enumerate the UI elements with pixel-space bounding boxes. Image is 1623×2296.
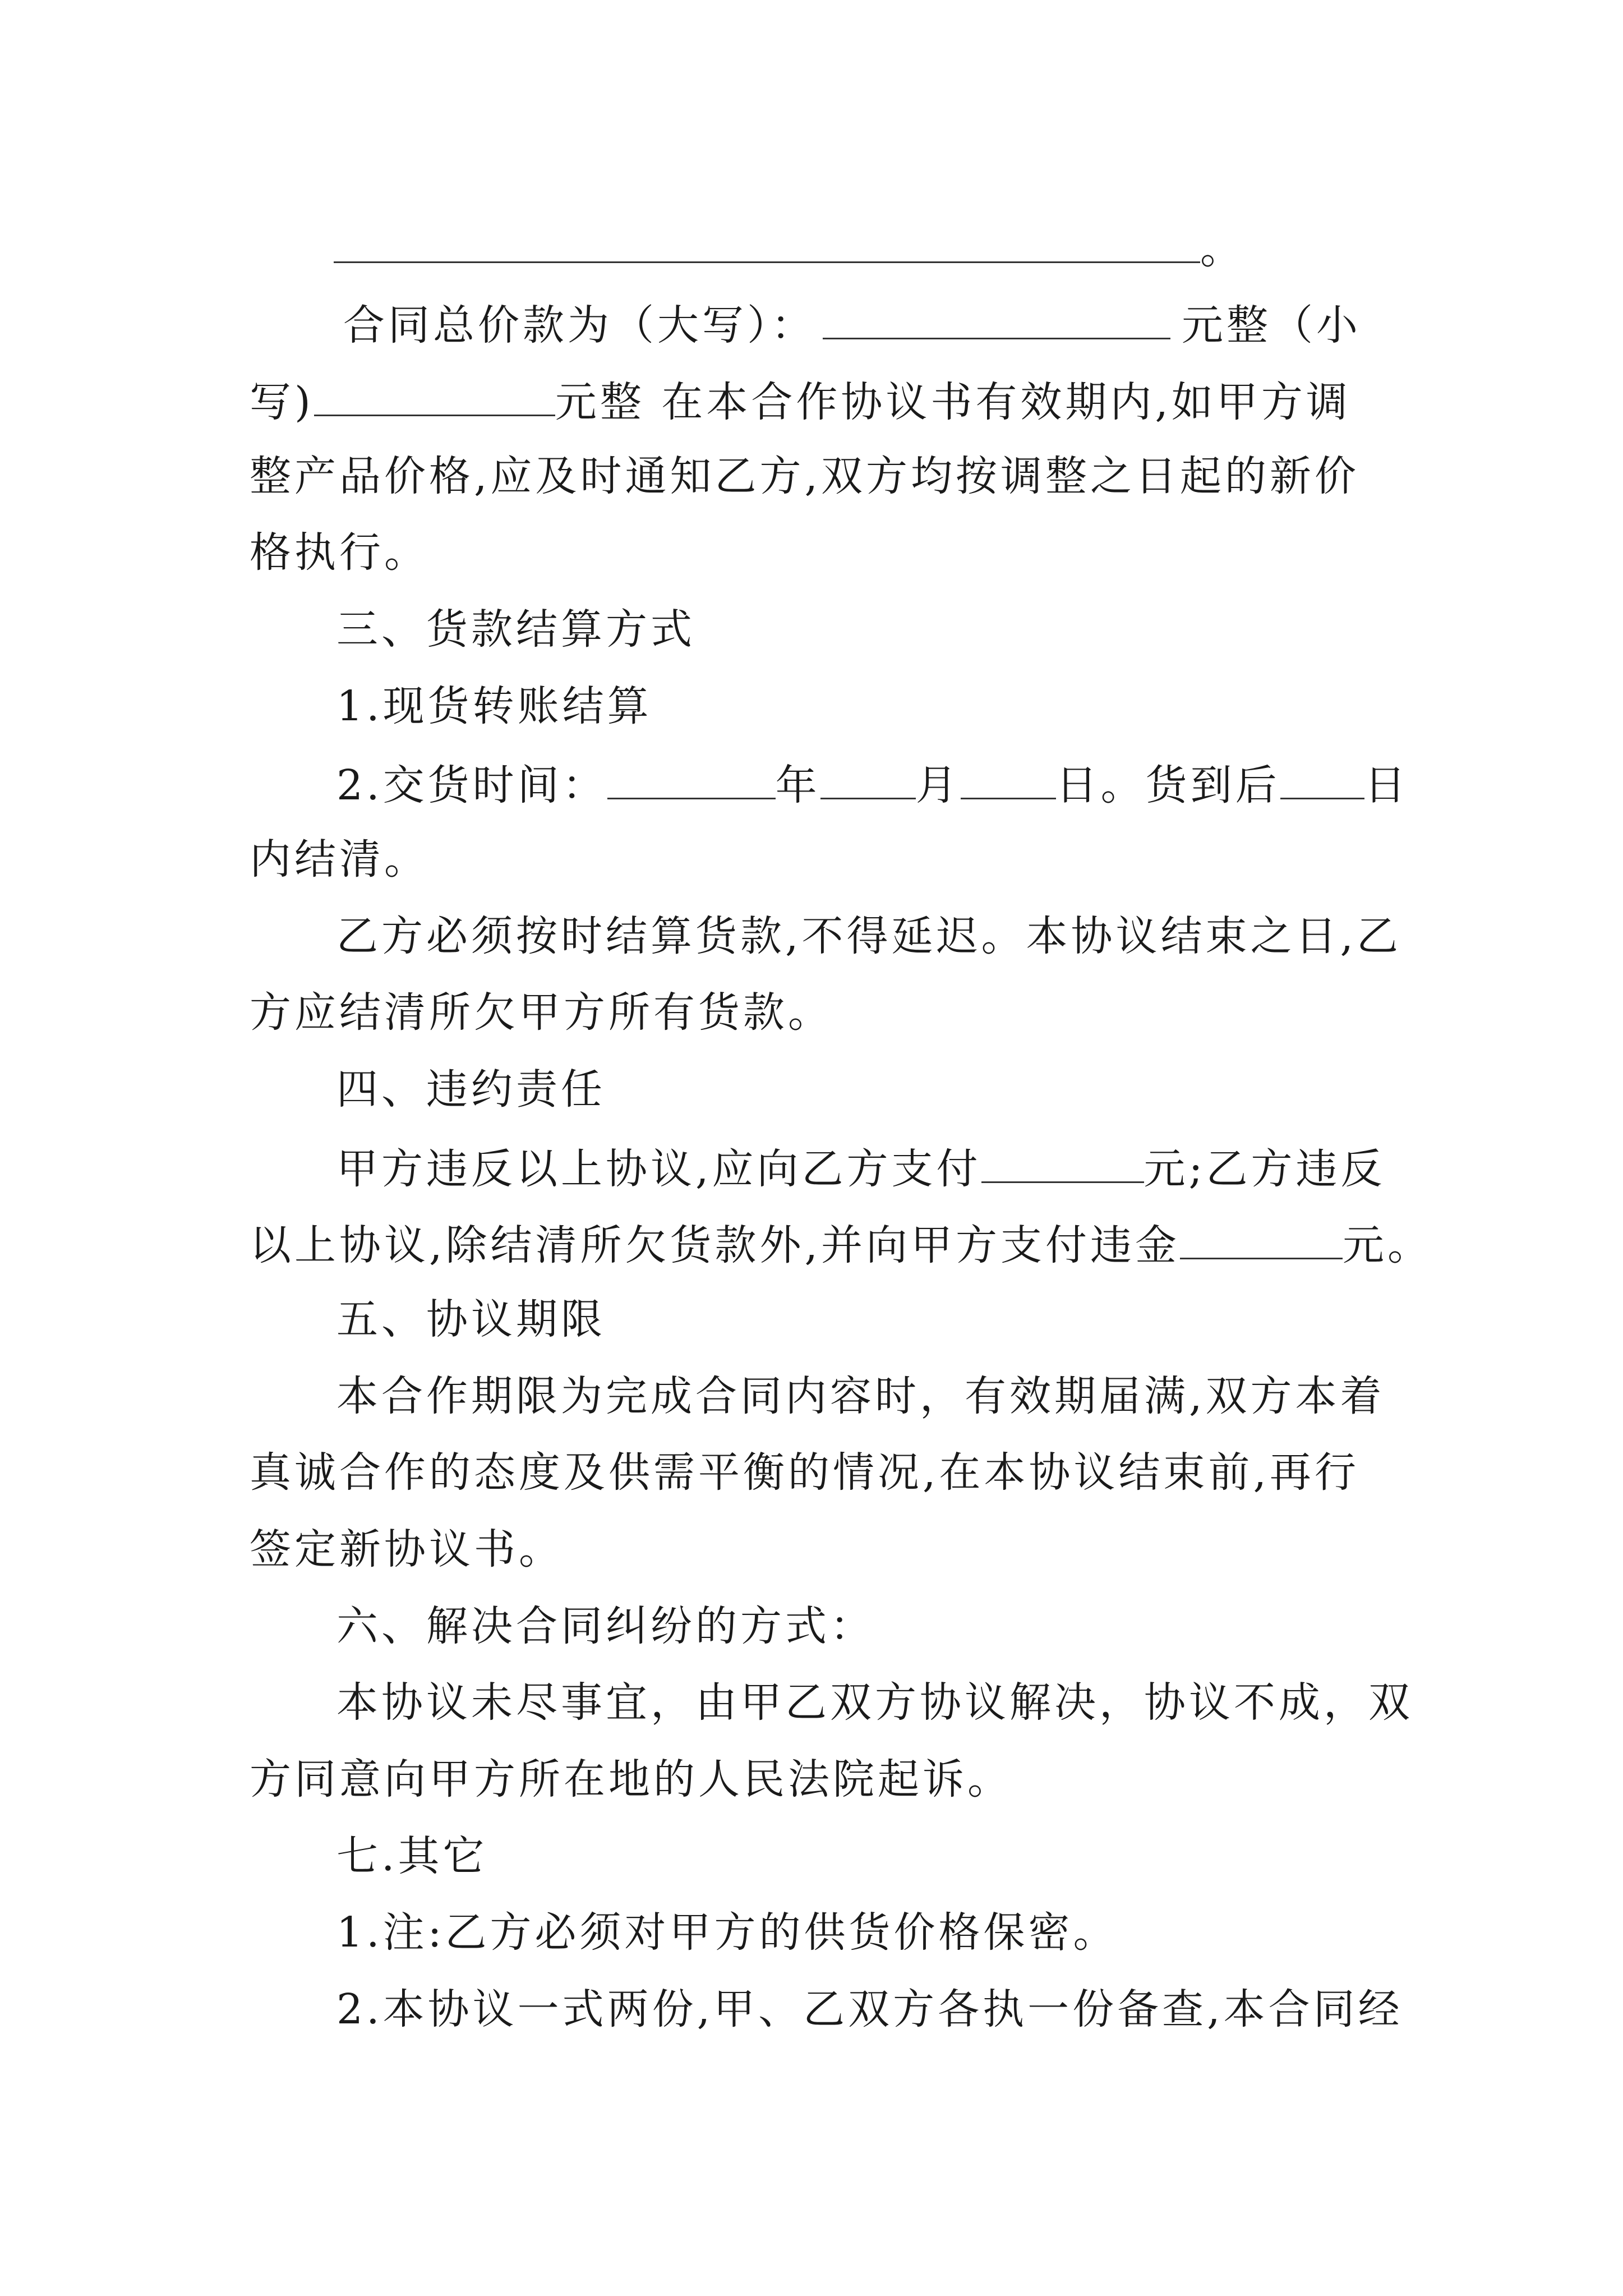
section-heading-term: 五、协议期限 (336, 1295, 606, 1343)
year-text: 年 (775, 761, 820, 809)
price-small-label: 写) (250, 378, 314, 426)
term-line-2: 真诚合作的态度及供需平衡的情况,在本协议结束前,再行 (250, 1448, 1360, 1497)
liability-text-c: 以上协议,除结清所欠货款外,并向甲方支付违金 (250, 1221, 1181, 1269)
fill-blank-day (961, 762, 1056, 799)
dispute-line-1: 本协议未尽事宜，由甲乙双方协议解决，协议不成，双 (336, 1678, 1413, 1727)
fill-blank (334, 226, 1200, 263)
payment-item-1: 1.现货转账结算 (336, 682, 652, 730)
liability-line-2 (250, 1221, 1433, 1269)
sentence-end: 。 (1200, 225, 1245, 273)
price-line-2 (250, 378, 1399, 426)
blank-line-row (334, 225, 1483, 273)
payment-para-line-1: 乙方必须按时结算货款,不得延迟。本协议结束之日,乙 (336, 912, 1402, 960)
section-heading-other: 七.其它 (336, 1832, 488, 1880)
price-label: 合同总价款为（大写）： (343, 301, 816, 349)
delivery-time-label: 2.交货时间： (336, 761, 607, 809)
term-line-1: 本合作期限为完成合同内容时，有效期届满,双方本着 (336, 1372, 1385, 1420)
liability-text-a: 甲方违反以上协议,应向乙方支付 (336, 1145, 981, 1193)
price-unit-text: 元整（小 (1182, 301, 1361, 349)
section-heading-payment: 三、货款结算方式 (336, 605, 695, 654)
price-line-3: 整产品价格,应及时通知乙方,双方均按调整之日起的新价 (250, 452, 1360, 500)
dispute-line-2: 方同意向甲方所在地的人民法院起诉。 (250, 1755, 1012, 1803)
price-adjust-text: 元整 在本合作协议书有效期内,如甲方调 (555, 378, 1351, 426)
day-text: 日。货到后 (1055, 761, 1280, 809)
payment-item-2-cont: 内结清。 (250, 835, 429, 884)
term-line-3: 签定新协议书。 (250, 1525, 564, 1573)
month-text: 月 (915, 761, 961, 809)
liability-text-b: 元;乙方违反 (1144, 1145, 1386, 1193)
other-item-2: 2.本协议一式两份,甲、乙双方各执一份备查,本合同经 (336, 1985, 1403, 2033)
days-text: 日 (1364, 761, 1409, 809)
fill-blank-days (1280, 762, 1364, 799)
fill-blank (1180, 1222, 1343, 1259)
fill-blank (823, 302, 1170, 339)
other-item-1: 1.注:乙方必须对甲方的供货价格保密。 (336, 1908, 1118, 1957)
section-heading-dispute: 六、解决合同纠纷的方式： (336, 1602, 875, 1650)
fill-blank-year (607, 762, 776, 799)
price-line-1 (343, 301, 1493, 349)
section-heading-liability: 四、违约责任 (336, 1065, 606, 1114)
payment-item-2 (336, 761, 1486, 809)
fill-blank (314, 379, 555, 416)
liability-line-1 (336, 1145, 1486, 1193)
fill-blank (981, 1145, 1144, 1183)
liability-text-d: 元。 (1343, 1221, 1433, 1269)
fill-blank-month (820, 762, 916, 799)
payment-para-line-2: 方应结清所欠甲方所有货款。 (250, 988, 833, 1037)
price-line-4: 格执行。 (250, 528, 429, 577)
